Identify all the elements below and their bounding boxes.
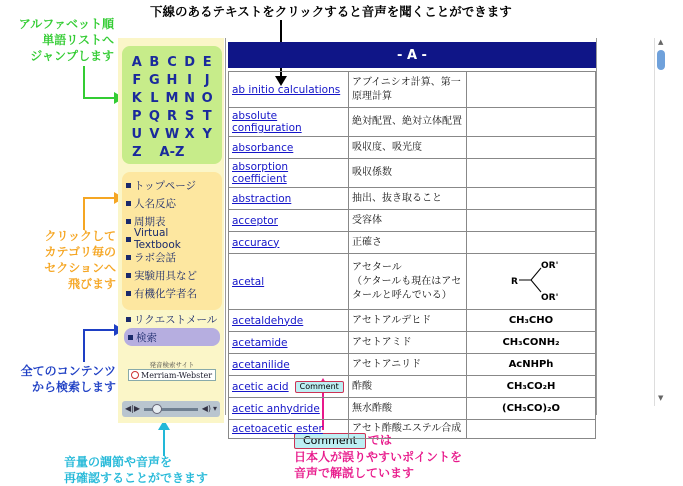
bullet-icon bbox=[126, 237, 131, 242]
table-row bbox=[229, 137, 596, 159]
term-audio-link[interactable]: ab initio calculations bbox=[232, 83, 341, 96]
term-cell bbox=[229, 210, 349, 232]
alphabet-link[interactable]: Z bbox=[132, 145, 142, 160]
alphabet-link[interactable]: N bbox=[184, 91, 196, 106]
category-menu bbox=[122, 172, 222, 310]
term-audio-link[interactable]: absorbance bbox=[232, 141, 294, 154]
formula-cell: AcNHPh bbox=[467, 354, 596, 376]
sidebar-item-label: リクエストメール bbox=[134, 313, 218, 326]
japanese-cell: アセタール （ケタールも現在はアセタールと呼んでいる） bbox=[349, 254, 467, 310]
alphabet-link[interactable]: Y bbox=[202, 127, 212, 142]
formula-cell bbox=[467, 137, 596, 159]
table-row bbox=[229, 232, 596, 254]
comment-button[interactable]: Comment bbox=[295, 381, 344, 393]
term-cell bbox=[229, 354, 349, 376]
term-audio-link[interactable]: acetaldehyde bbox=[232, 314, 304, 327]
formula-cell: CH₃CONH₂ bbox=[467, 332, 596, 354]
term-audio-link[interactable]: acetamide bbox=[232, 336, 288, 349]
term-cell bbox=[229, 188, 349, 210]
term-cell bbox=[229, 254, 349, 310]
annotation-line: から検索します bbox=[31, 380, 116, 394]
japanese-cell: 吸収係数 bbox=[349, 159, 467, 188]
japanese-cell: 無水酢酸 bbox=[349, 398, 467, 420]
sidebar-item-label: 周期表 bbox=[134, 215, 166, 228]
annotation-line: 単語リストへ bbox=[42, 33, 114, 47]
instruction-listen: 下線のあるテキストをクリックすると音声を聞くことができます bbox=[150, 4, 512, 19]
scrollbar[interactable] bbox=[654, 38, 666, 406]
structure-label: OR' bbox=[541, 293, 559, 303]
letter-heading: - A - bbox=[228, 42, 596, 68]
comment-chip: Comment bbox=[294, 433, 366, 449]
annotation-line: 飛びます bbox=[67, 277, 116, 291]
alphabet-link[interactable]: W bbox=[164, 127, 180, 142]
term-audio-link[interactable]: acetanilide bbox=[232, 358, 290, 371]
more-menu-icon[interactable]: ▾ bbox=[212, 404, 217, 413]
term-cell bbox=[229, 420, 349, 439]
structure-label: OR' bbox=[541, 261, 559, 271]
alphabet-link[interactable]: S bbox=[184, 109, 195, 124]
annotation-line: 音量の調節や音声を bbox=[64, 455, 173, 469]
sidebar-item-search[interactable] bbox=[124, 328, 220, 346]
alphabet-link[interactable]: M bbox=[165, 91, 179, 106]
term-cell bbox=[229, 108, 349, 137]
annotation-comment bbox=[294, 432, 462, 481]
term-audio-link[interactable]: acetic anhydride bbox=[232, 402, 320, 415]
term-cell bbox=[229, 332, 349, 354]
sidebar-item-label: 実験用具など bbox=[134, 269, 197, 282]
annotation-search bbox=[6, 363, 116, 395]
sidebar-item-virtual-textbook[interactable] bbox=[126, 227, 218, 251]
term-audio-link[interactable]: absolute configuration bbox=[232, 110, 302, 134]
alphabet-link[interactable]: V bbox=[149, 127, 160, 142]
bullet-icon bbox=[126, 183, 131, 188]
formula-cell bbox=[467, 108, 596, 137]
annotation-player bbox=[64, 454, 208, 486]
annotation-line: 再確認することができます bbox=[64, 471, 209, 485]
annotation-line: ジャンプします bbox=[30, 49, 114, 63]
term-cell bbox=[229, 137, 349, 159]
sidebar-item-request-mail[interactable] bbox=[126, 310, 222, 328]
sidebar-item-label: 検索 bbox=[136, 331, 157, 344]
sidebar-item-organic-chemists[interactable] bbox=[126, 284, 218, 302]
audio-player bbox=[122, 401, 220, 417]
bullet-icon bbox=[126, 255, 131, 260]
table-row bbox=[229, 108, 596, 137]
table-row bbox=[229, 354, 596, 376]
merriam-webster-label: Merriam-Webster bbox=[141, 370, 213, 380]
alphabet-link[interactable]: G bbox=[149, 73, 160, 88]
table-row bbox=[229, 420, 596, 439]
table-row bbox=[229, 332, 596, 354]
japanese-cell: アセトアニリド bbox=[349, 354, 467, 376]
table-row bbox=[229, 159, 596, 188]
table-row bbox=[229, 376, 596, 398]
formula-cell bbox=[467, 210, 596, 232]
alphabet-link[interactable]: U bbox=[131, 127, 143, 142]
alphabet-link[interactable]: K bbox=[131, 91, 142, 106]
term-audio-link[interactable]: absorption coefficient bbox=[232, 161, 289, 185]
sidebar-item-label: 人名反応 bbox=[134, 197, 176, 210]
table-row bbox=[229, 310, 596, 332]
scroll-up-icon[interactable]: ▲ bbox=[658, 38, 664, 46]
annotation-line: カテゴリ毎の bbox=[44, 245, 116, 259]
play-icon[interactable]: ◀|▶ bbox=[125, 404, 140, 413]
table-row bbox=[229, 72, 596, 108]
alphabet-link[interactable]: T bbox=[202, 109, 212, 124]
term-cell bbox=[229, 398, 349, 420]
pronunciation-site-label: 発音検索サイト bbox=[149, 361, 195, 369]
volume-icon[interactable]: ◀) bbox=[201, 404, 211, 413]
alphabet-link[interactable]: O bbox=[201, 91, 213, 106]
alphabet-index bbox=[122, 46, 222, 164]
bullet-icon bbox=[126, 317, 131, 322]
sidebar-item-lab-equipment[interactable] bbox=[126, 266, 218, 284]
term-audio-link[interactable]: acetal bbox=[232, 275, 265, 288]
table-row bbox=[229, 210, 596, 232]
alphabet-link[interactable]: H bbox=[166, 73, 178, 88]
bullet-icon bbox=[126, 201, 131, 206]
annotation-line: セクションへ bbox=[44, 261, 116, 275]
term-audio-link[interactable]: acceptor bbox=[232, 214, 278, 227]
bullet-icon bbox=[126, 291, 131, 296]
acetal-structure bbox=[501, 258, 561, 302]
japanese-cell: アセト酢酸エステル合成 bbox=[349, 420, 467, 439]
alphabet-link[interactable]: A-Z bbox=[159, 145, 185, 160]
structure-label: R bbox=[511, 277, 518, 287]
term-audio-link[interactable]: acetoacetic ester bbox=[232, 423, 323, 435]
japanese-cell: 正確さ bbox=[349, 232, 467, 254]
japanese-cell: 絶対配置、絶対立体配置 bbox=[349, 108, 467, 137]
annotation-line: 日本人が誤りやすいポイントを bbox=[294, 450, 463, 464]
alphabet-link[interactable]: B bbox=[149, 55, 160, 70]
scroll-thumb[interactable] bbox=[657, 50, 665, 70]
term-cell bbox=[229, 232, 349, 254]
formula-cell: (CH₃CO)₂O bbox=[467, 398, 596, 420]
seek-handle[interactable] bbox=[152, 404, 162, 414]
japanese-cell: アセトアルデヒド bbox=[349, 310, 467, 332]
annotation-line: クリックして bbox=[44, 229, 116, 243]
arrow-up-icon bbox=[158, 420, 170, 456]
formula-cell bbox=[467, 72, 596, 108]
annotation-categories bbox=[6, 228, 116, 292]
japanese-cell: 抽出、抜き取ること bbox=[349, 188, 467, 210]
alphabet-link[interactable]: P bbox=[132, 109, 142, 124]
sidebar-item-label: トップページ bbox=[134, 179, 197, 192]
term-cell bbox=[229, 159, 349, 188]
japanese-cell: 酢酸 bbox=[349, 376, 467, 398]
alphabet-link[interactable]: D bbox=[184, 55, 195, 70]
japanese-cell: 吸収度、吸光度 bbox=[349, 137, 467, 159]
term-audio-link[interactable]: acetic acid bbox=[232, 380, 289, 393]
alphabet-link[interactable]: A bbox=[131, 55, 142, 70]
table-row bbox=[229, 398, 596, 420]
formula-cell bbox=[467, 420, 596, 439]
merriam-webster-link[interactable] bbox=[128, 369, 216, 381]
alphabet-link[interactable]: Q bbox=[148, 109, 160, 124]
term-cell bbox=[229, 310, 349, 332]
sidebar bbox=[118, 38, 224, 423]
term-audio-link[interactable]: abstraction bbox=[232, 192, 292, 205]
bullet-icon bbox=[126, 219, 131, 224]
audio-seek-bar[interactable] bbox=[144, 408, 198, 411]
term-cell bbox=[229, 376, 349, 398]
formula-cell bbox=[467, 159, 596, 188]
term-cell bbox=[229, 72, 349, 108]
japanese-cell: 受容体 bbox=[349, 210, 467, 232]
formula-cell: CH₃CO₂H bbox=[467, 376, 596, 398]
sidebar-item-label: Virtual Textbook bbox=[134, 227, 181, 251]
annotation-line: アルファベット順 bbox=[18, 17, 114, 31]
japanese-cell: アセトアミド bbox=[349, 332, 467, 354]
annotation-alphabet bbox=[6, 16, 114, 64]
term-audio-link[interactable]: accuracy bbox=[232, 236, 280, 249]
formula-cell bbox=[467, 232, 596, 254]
alphabet-link[interactable]: R bbox=[166, 109, 177, 124]
scroll-down-icon[interactable]: ▼ bbox=[658, 394, 664, 402]
annotation-text: では bbox=[367, 433, 392, 447]
sidebar-item-top-page[interactable] bbox=[126, 176, 218, 194]
alphabet-link[interactable]: E bbox=[202, 55, 212, 70]
bullet-icon bbox=[126, 273, 131, 278]
sidebar-item-label: ラボ会話 bbox=[134, 251, 176, 264]
alphabet-link[interactable]: L bbox=[150, 91, 159, 106]
table-row bbox=[229, 188, 596, 210]
word-list-panel bbox=[225, 38, 597, 435]
japanese-cell: アブイニシオ計算、第一原理計算 bbox=[349, 72, 467, 108]
annotation-line: 全てのコンテンツ bbox=[20, 364, 116, 378]
sidebar-item-name-reactions[interactable] bbox=[126, 194, 218, 212]
sidebar-item-label: 有機化学者名 bbox=[134, 287, 197, 300]
alphabet-link[interactable]: I bbox=[187, 73, 193, 88]
annotation-line: 音声で解説しています bbox=[294, 466, 415, 480]
alphabet-link[interactable]: X bbox=[184, 127, 195, 142]
alphabet-link[interactable]: J bbox=[204, 73, 210, 88]
formula-cell: CH₃CHO bbox=[467, 310, 596, 332]
word-table bbox=[228, 71, 596, 439]
formula-cell bbox=[467, 254, 596, 310]
alphabet-link[interactable]: C bbox=[167, 55, 177, 70]
merriam-webster-logo-icon bbox=[131, 371, 139, 379]
alphabet-link[interactable]: F bbox=[132, 73, 142, 88]
table-row bbox=[229, 254, 596, 310]
bullet-icon bbox=[128, 335, 133, 340]
formula-cell bbox=[467, 188, 596, 210]
